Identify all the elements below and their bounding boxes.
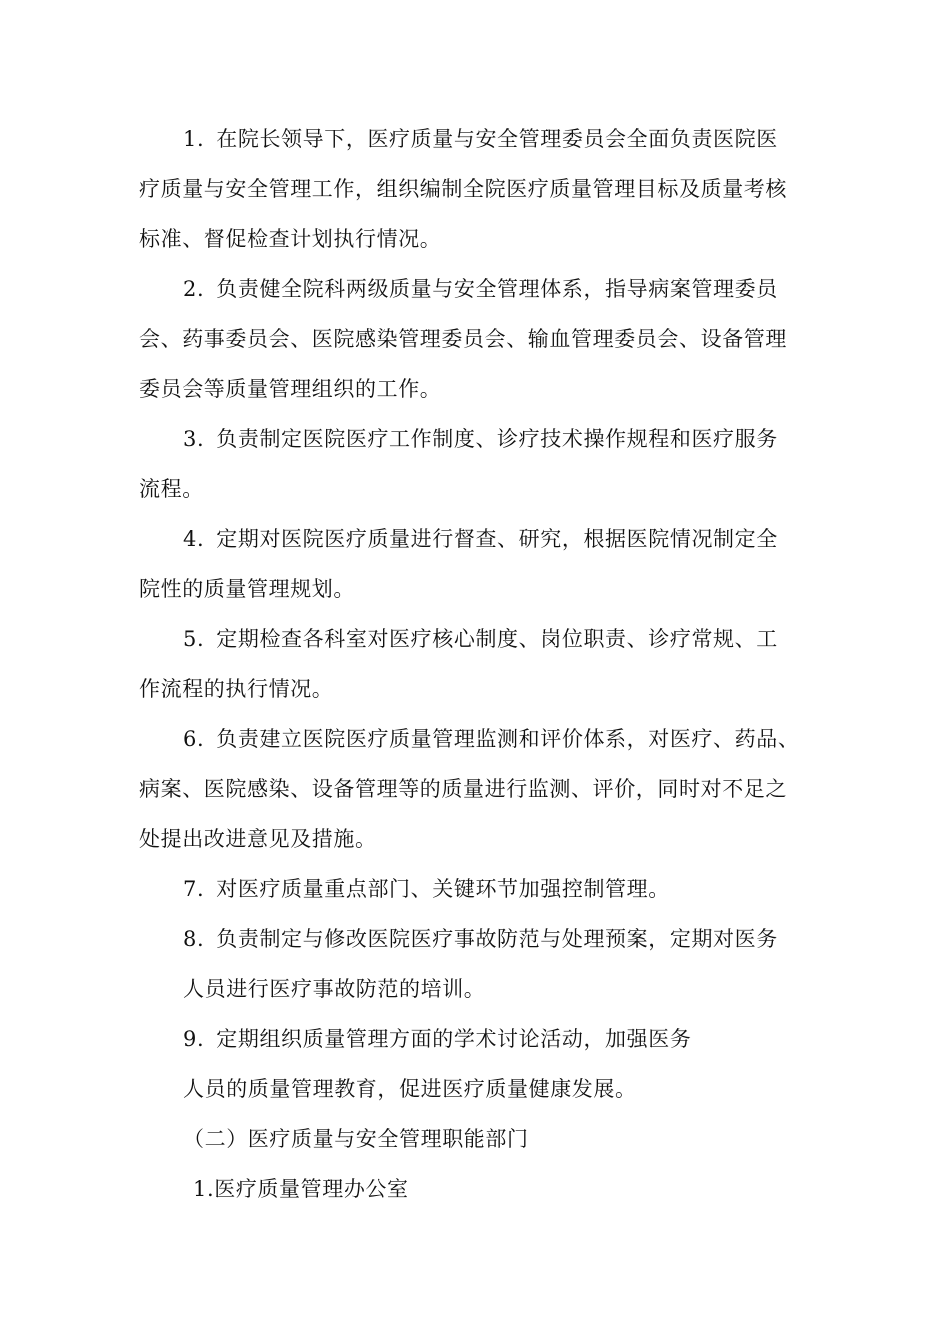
item-6-number: 6. (183, 727, 205, 751)
item-6-line-1: 6. 负责建立医院医疗质量管理监测和评价体系，对医疗、药品、 (183, 724, 799, 754)
item-1-line-2: 疗质量与安全管理工作，组织编制全院医疗质量管理目标及质量考核 (139, 177, 787, 201)
item-5-line-1: 5. 定期检查各科室对医疗核心制度、岗位职责、诊疗常规、工 (183, 624, 778, 654)
item-2-line-3: 委员会等质量管理组织的工作。 (139, 377, 442, 401)
item-9-number: 9. (183, 1027, 205, 1051)
item-5-line-2: 作流程的执行情况。 (139, 677, 334, 701)
item-2-line-1: 2. 负责健全院科两级质量与安全管理体系，指导病案管理委员 (183, 274, 778, 304)
item-1-line-1: 1. 在院长领导下，医疗质量与安全管理委员会全面负责医院医 (183, 124, 778, 154)
item-6-line-3: 处提出改进意见及措施。 (139, 827, 377, 851)
item-7-line-1: 7. 对医疗质量重点部门、关键环节加强控制管理。 (183, 874, 670, 904)
item-9-line-1: 9. 定期组织质量管理方面的学术讨论活动，加强医务 (183, 1024, 691, 1054)
item-7-number: 7. (183, 877, 205, 901)
item-3-line-1: 3. 负责制定医院医疗工作制度、诊疗技术操作规程和医疗服务 (183, 424, 778, 454)
item-4-line-1: 4. 定期对医院医疗质量进行督查、研究，根据医院情况制定全 (183, 524, 778, 554)
item-1-line-3: 标准、督促检查计划执行情况。 (139, 227, 442, 251)
item-8-number: 8. (183, 927, 205, 951)
item-8-line-2: 人员进行医疗事故防范的培训。 (183, 977, 486, 1001)
item-8-line-1: 8. 负责制定与修改医院医疗事故防范与处理预案，定期对医务 (183, 924, 778, 954)
item-2-line-2: 会、药事委员会、医院感染管理委员会、输血管理委员会、设备管理 (139, 327, 787, 351)
item-3-line-2: 流程。 (139, 477, 204, 501)
subheading: 1.医疗质量管理办公室 (193, 1177, 409, 1201)
item-5-number: 5. (183, 627, 205, 651)
item-4-line-2: 院性的质量管理规划。 (139, 577, 355, 601)
item-6-line-2: 病案、医院感染、设备管理等的质量进行监测、评价，同时对不足之 (139, 777, 787, 801)
item-1-number: 1. (183, 127, 205, 151)
item-9-line-2: 人员的质量管理教育，促进医疗质量健康发展。 (183, 1077, 637, 1101)
item-3-number: 3. (183, 427, 205, 451)
section-heading: （二）医疗质量与安全管理职能部门 (183, 1127, 529, 1151)
item-4-number: 4. (183, 527, 205, 551)
item-2-number: 2. (183, 277, 205, 301)
